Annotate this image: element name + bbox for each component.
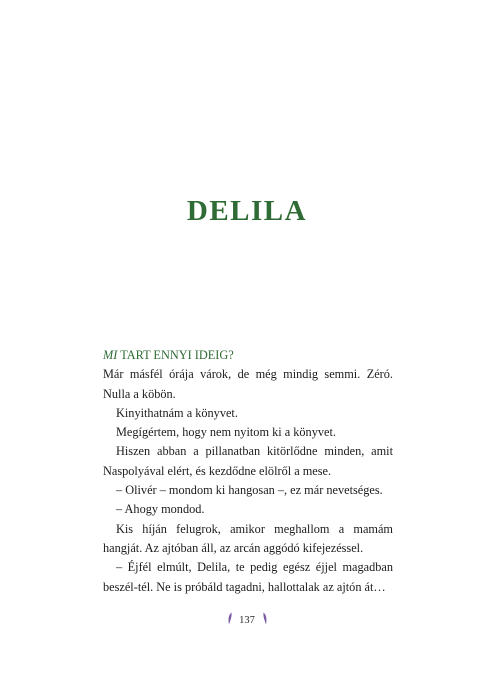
dialogue-line: – Olivér – mondom ki hangosan –, ez már nevetséges.: [116, 483, 383, 498]
dialogue-line: – Éjfél elmúlt, Delila, te pedig egész éjjel magadban beszél-tél. Ne is próbáld tagadni, hallottalak az ajtón át…: [103, 560, 393, 594]
opening-lead: MI: [103, 348, 118, 362]
paragraph: Kinyithatnám a könyvet.: [116, 405, 238, 420]
paragraph: Már másfél órája várok, de még mindig semmi. Zéró. Nulla a köbön.: [103, 367, 393, 401]
page-footer: [0, 612, 494, 626]
opening-rest: TART ENNYI IDEIG?: [117, 348, 234, 362]
dialogue-line: – Ahogy mondod.: [116, 502, 205, 517]
paragraph: Hiszen abban a pillanatban kitörlődne minden, amit Naspolyával elért, és kezdődne elölről a mese.: [103, 444, 393, 478]
chapter-body: [103, 346, 393, 597]
opening-line: [103, 346, 393, 365]
page-number: 137: [239, 615, 255, 626]
paragraph: Megígértem, hogy nem nyitom ki a könyvet.: [116, 425, 336, 440]
feather-ornament-icon: [262, 612, 268, 625]
chapter-title: DELILA: [186, 195, 308, 227]
feather-ornament-icon: [227, 612, 233, 625]
paragraph: Kis híján felugrok, amikor meghallom a mamám hangját. Az ajtóban áll, az arcán aggódó kifejezéssel.: [103, 521, 393, 555]
